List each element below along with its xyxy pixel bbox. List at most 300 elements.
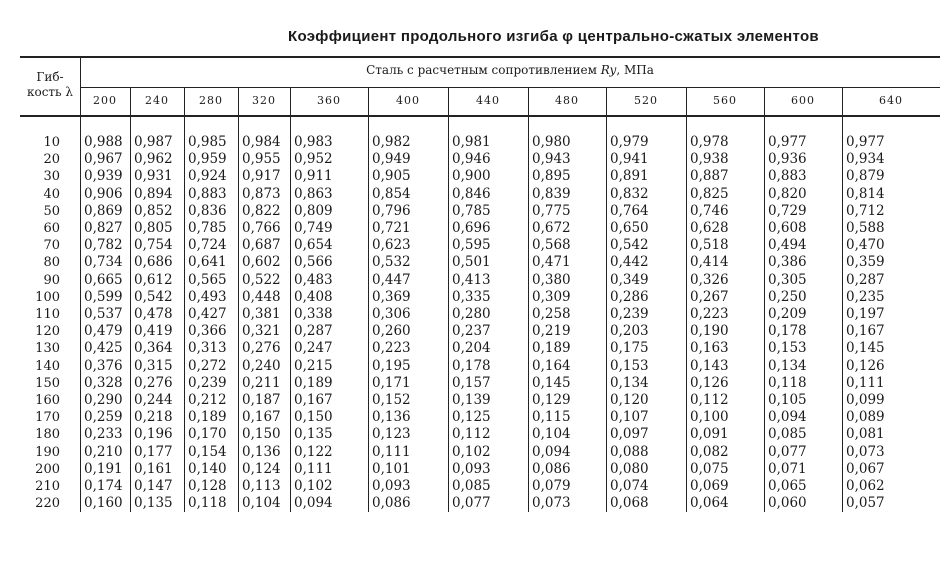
table-cell: 0,612	[134, 271, 173, 288]
table-cell: 0,493	[188, 288, 227, 305]
table-cell: 0,366	[188, 323, 227, 340]
lambda-value: 70	[43, 238, 60, 254]
lambda-value: 150	[35, 375, 60, 391]
table-cell: 0,852	[134, 202, 173, 219]
table-cell: 0,712	[846, 202, 885, 219]
steel-header-prefix: Сталь с расчетным сопротивлением	[366, 63, 601, 77]
table-cell: 0,955	[242, 151, 281, 168]
table-cell: 0,250	[768, 288, 807, 305]
table-cell: 0,448	[242, 288, 281, 305]
table-cell: 0,483	[294, 271, 333, 288]
rule-column	[184, 87, 185, 512]
table-cell: 0,123	[372, 426, 411, 443]
table-cell: 0,150	[294, 409, 333, 426]
table-cell: 0,980	[532, 134, 571, 150]
table-cell: 0,905	[372, 168, 411, 185]
table-cell: 0,967	[84, 151, 123, 168]
table-cell: 0,328	[84, 374, 123, 391]
table-cell: 0,854	[372, 185, 411, 202]
table-cell: 0,686	[134, 254, 173, 271]
table-cell: 0,187	[242, 392, 281, 408]
table-cell: 0,153	[610, 357, 649, 374]
table-cell: 0,782	[84, 237, 123, 254]
table-cell: 0,163	[690, 340, 729, 357]
table-cell: 0,413	[452, 271, 491, 288]
table-cell: 0,326	[690, 271, 729, 288]
table-cell: 0,099	[846, 392, 885, 408]
table-cell: 0,145	[846, 340, 885, 357]
table-cell: 0,785	[188, 220, 227, 236]
rule-column	[686, 87, 687, 512]
column-header-320: 320	[252, 94, 276, 107]
table-cell: 0,093	[452, 460, 491, 477]
table-cell: 0,065	[768, 478, 807, 494]
lambda-value: 140	[35, 358, 60, 374]
table-cell: 0,209	[768, 306, 807, 322]
table-cell: 0,161	[134, 460, 173, 477]
table-cell: 0,542	[610, 237, 649, 254]
table-cell: 0,074	[610, 478, 649, 494]
table-cell: 0,102	[294, 478, 333, 494]
table-cell: 0,943	[532, 151, 571, 168]
table-cell: 0,068	[610, 495, 649, 512]
lambda-value: 100	[35, 289, 60, 305]
table-cell: 0,832	[610, 185, 649, 202]
table-cell: 0,785	[452, 202, 491, 219]
table-cell: 0,167	[294, 392, 333, 408]
rule-column	[290, 87, 291, 512]
table-cell: 0,599	[84, 288, 123, 305]
table-cell: 0,191	[84, 460, 123, 477]
table-cell: 0,869	[84, 202, 123, 219]
table-cell: 0,210	[84, 443, 123, 460]
table-cell: 0,157	[452, 374, 491, 391]
table-cell: 0,414	[690, 254, 729, 271]
lambda-value: 160	[35, 393, 60, 408]
table-cell: 0,147	[134, 478, 173, 494]
table-cell: 0,628	[690, 220, 729, 236]
table-cell: 0,136	[372, 409, 411, 426]
table-cell: 0,984	[242, 134, 281, 150]
table-cell: 0,305	[768, 271, 807, 288]
table-cell: 0,267	[690, 288, 729, 305]
table-cell: 0,532	[372, 254, 411, 271]
table-cell: 0,442	[610, 254, 649, 271]
table-cell: 0,887	[690, 168, 729, 185]
table-cell: 0,093	[372, 478, 411, 494]
column-header-600: 600	[791, 94, 815, 107]
table-cell: 0,906	[84, 185, 123, 202]
table-cell: 0,746	[690, 202, 729, 219]
table-cell: 0,891	[610, 168, 649, 185]
table-cell: 0,260	[372, 323, 411, 340]
table-cell: 0,359	[846, 254, 885, 271]
table-cell: 0,126	[846, 357, 885, 374]
rule-column	[448, 87, 449, 512]
rule-lambda-column	[80, 56, 81, 512]
table-cell: 0,672	[532, 220, 571, 236]
table-cell: 0,153	[768, 340, 807, 357]
table-cell: 0,112	[690, 392, 729, 408]
table-cell: 0,189	[188, 409, 227, 426]
table-cell: 0,079	[532, 478, 571, 494]
table-cell: 0,111	[294, 460, 333, 477]
table-cell: 0,077	[768, 443, 807, 460]
table-cell: 0,349	[610, 271, 649, 288]
lambda-value: 10	[43, 135, 60, 150]
column-header-520: 520	[634, 94, 658, 107]
lambda-value: 190	[35, 444, 60, 460]
table-cell: 0,977	[846, 134, 885, 150]
table-cell: 0,911	[294, 168, 333, 185]
table-cell: 0,062	[846, 478, 885, 494]
table-cell: 0,987	[134, 134, 173, 150]
table-cell: 0,164	[532, 357, 571, 374]
table-cell: 0,223	[372, 340, 411, 357]
lambda-value: 90	[43, 272, 60, 288]
table-cell: 0,152	[372, 392, 411, 408]
table-cell: 0,827	[84, 220, 123, 236]
table-cell: 0,139	[452, 392, 491, 408]
table-cell: 0,568	[532, 237, 571, 254]
table-cell: 0,809	[294, 202, 333, 219]
lambda-value: 50	[43, 203, 60, 219]
table-cell: 0,122	[294, 443, 333, 460]
table-cell: 0,729	[768, 202, 807, 219]
table-cell: 0,105	[768, 392, 807, 408]
table-cell: 0,522	[242, 271, 281, 288]
table-cell: 0,195	[372, 357, 411, 374]
lambda-value: 30	[43, 169, 60, 185]
table-cell: 0,952	[294, 151, 333, 168]
table-cell: 0,734	[84, 254, 123, 271]
table-cell: 0,081	[846, 426, 885, 443]
table-cell: 0,962	[134, 151, 173, 168]
table-cell: 0,566	[294, 254, 333, 271]
table-cell: 0,775	[532, 202, 571, 219]
table-cell: 0,115	[532, 409, 571, 426]
table-cell: 0,665	[84, 271, 123, 288]
table-cell: 0,985	[188, 134, 227, 150]
table-cell: 0,276	[242, 340, 281, 357]
table-cell: 0,839	[532, 185, 571, 202]
table-cell: 0,822	[242, 202, 281, 219]
table-cell: 0,447	[372, 271, 411, 288]
table-cell: 0,125	[452, 409, 491, 426]
table-cell: 0,107	[610, 409, 649, 426]
rule-header-bottom	[20, 115, 940, 117]
table-cell: 0,290	[84, 392, 123, 408]
table-cell: 0,287	[846, 271, 885, 288]
table-cell: 0,237	[452, 323, 491, 340]
table-cell: 0,895	[532, 168, 571, 185]
table-cell: 0,364	[134, 340, 173, 357]
table-cell: 0,177	[134, 443, 173, 460]
column-header-200: 200	[93, 94, 117, 107]
table-cell: 0,175	[610, 340, 649, 357]
lambda-value: 60	[43, 221, 60, 236]
table-cell: 0,129	[532, 392, 571, 408]
column-header-280: 280	[199, 94, 223, 107]
table-cell: 0,112	[452, 426, 491, 443]
table-cell: 0,321	[242, 323, 281, 340]
table-cell: 0,178	[452, 357, 491, 374]
table-cell: 0,211	[242, 374, 281, 391]
table-cell: 0,085	[768, 426, 807, 443]
table-cell: 0,724	[188, 237, 227, 254]
table-cell: 0,145	[532, 374, 571, 391]
table-cell: 0,386	[768, 254, 807, 271]
table-cell: 0,086	[372, 495, 411, 512]
table-cell: 0,977	[768, 134, 807, 150]
table-cell: 0,094	[294, 495, 333, 512]
rule-column	[238, 87, 239, 512]
table-cell: 0,086	[532, 460, 571, 477]
table-cell: 0,825	[690, 185, 729, 202]
lambda-value: 170	[35, 410, 60, 426]
table-cell: 0,204	[452, 340, 491, 357]
table-cell: 0,235	[846, 288, 885, 305]
table-cell: 0,286	[610, 288, 649, 305]
table-cell: 0,160	[84, 495, 123, 512]
lambda-value: 180	[35, 427, 60, 443]
table-cell: 0,939	[84, 168, 123, 185]
table-cell: 0,494	[768, 237, 807, 254]
rule-column	[528, 87, 529, 512]
table-cell: 0,988	[84, 134, 123, 150]
table-cell: 0,408	[294, 288, 333, 305]
table-cell: 0,113	[242, 478, 281, 494]
table-cell: 0,073	[532, 495, 571, 512]
table-cell: 0,128	[188, 478, 227, 494]
table-cell: 0,178	[768, 323, 807, 340]
lambda-value: 40	[43, 186, 60, 202]
table-cell: 0,239	[188, 374, 227, 391]
table-cell: 0,126	[690, 374, 729, 391]
table-cell: 0,946	[452, 151, 491, 168]
table-cell: 0,814	[846, 185, 885, 202]
table-cell: 0,309	[532, 288, 571, 305]
table-cell: 0,197	[846, 306, 885, 322]
table-cell: 0,111	[372, 443, 411, 460]
lambda-value: 220	[35, 496, 60, 512]
table-cell: 0,104	[532, 426, 571, 443]
table-cell: 0,154	[188, 443, 227, 460]
table-cell: 0,924	[188, 168, 227, 185]
lambda-value: 200	[35, 461, 60, 477]
steel-header	[80, 63, 940, 77]
table-cell: 0,979	[610, 134, 649, 150]
table-cell: 0,879	[846, 168, 885, 185]
table-cell: 0,088	[610, 443, 649, 460]
table-cell: 0,650	[610, 220, 649, 236]
table-cell: 0,100	[690, 409, 729, 426]
table-cell: 0,167	[242, 409, 281, 426]
table-cell: 0,315	[134, 357, 173, 374]
lambda-header-line2: кость λ	[26, 85, 74, 99]
table-cell: 0,272	[188, 357, 227, 374]
table-cell: 0,223	[690, 306, 729, 322]
rule-column	[368, 87, 369, 512]
table-cell: 0,696	[452, 220, 491, 236]
column-header-560: 560	[713, 94, 737, 107]
table-cell: 0,501	[452, 254, 491, 271]
rule-top	[20, 56, 940, 58]
table-cell: 0,764	[610, 202, 649, 219]
table-cell: 0,805	[134, 220, 173, 236]
table-cell: 0,766	[242, 220, 281, 236]
table-cell: 0,080	[610, 460, 649, 477]
table-cell: 0,174	[84, 478, 123, 494]
table-cell: 0,111	[846, 374, 885, 391]
table-cell: 0,136	[242, 443, 281, 460]
table-cell: 0,064	[690, 495, 729, 512]
table-cell: 0,978	[690, 134, 729, 150]
table-cell: 0,470	[846, 237, 885, 254]
table-cell: 0,380	[532, 271, 571, 288]
table-cell: 0,120	[610, 392, 649, 408]
table-cell: 0,931	[134, 168, 173, 185]
column-header-640: 640	[879, 94, 903, 107]
table-cell: 0,381	[242, 306, 281, 322]
table-cell: 0,124	[242, 460, 281, 477]
table-cell: 0,170	[188, 426, 227, 443]
table-cell: 0,376	[84, 357, 123, 374]
table-cell: 0,608	[768, 220, 807, 236]
table-cell: 0,101	[372, 460, 411, 477]
column-header-360: 360	[317, 94, 341, 107]
table-cell: 0,239	[610, 306, 649, 322]
table-cell: 0,171	[372, 374, 411, 391]
lambda-value: 210	[35, 479, 60, 494]
table-cell: 0,135	[134, 495, 173, 512]
table-cell: 0,983	[294, 134, 333, 150]
table-cell: 0,091	[690, 426, 729, 443]
table-cell: 0,873	[242, 185, 281, 202]
table-cell: 0,094	[768, 409, 807, 426]
lambda-value: 130	[35, 341, 60, 357]
table-cell: 0,959	[188, 151, 227, 168]
table-cell: 0,135	[294, 426, 333, 443]
table-cell: 0,749	[294, 220, 333, 236]
table-cell: 0,143	[690, 357, 729, 374]
table-cell: 0,203	[610, 323, 649, 340]
table-cell: 0,687	[242, 237, 281, 254]
table-cell: 0,306	[372, 306, 411, 322]
table-cell: 0,820	[768, 185, 807, 202]
table-cell: 0,190	[690, 323, 729, 340]
table-cell: 0,071	[768, 460, 807, 477]
table-cell: 0,934	[846, 151, 885, 168]
table-cell: 0,754	[134, 237, 173, 254]
lambda-header	[20, 70, 80, 100]
table-cell: 0,259	[84, 409, 123, 426]
table-cell: 0,419	[134, 323, 173, 340]
table-cell: 0,134	[768, 357, 807, 374]
table-cell: 0,471	[532, 254, 571, 271]
lambda-header-line1: Гиб-	[36, 70, 64, 84]
table-cell: 0,941	[610, 151, 649, 168]
table-cell: 0,883	[188, 185, 227, 202]
table-cell: 0,542	[134, 288, 173, 305]
table-cell: 0,335	[452, 288, 491, 305]
table-cell: 0,118	[188, 495, 227, 512]
table-cell: 0,085	[452, 478, 491, 494]
table-cell: 0,654	[294, 237, 333, 254]
table-cell: 0,478	[134, 306, 173, 322]
table-cell: 0,215	[294, 357, 333, 374]
table-cell: 0,189	[532, 340, 571, 357]
table-cell: 0,641	[188, 254, 227, 271]
table-cell: 0,721	[372, 220, 411, 236]
column-header-240: 240	[145, 94, 169, 107]
table-cell: 0,338	[294, 306, 333, 322]
table-cell: 0,836	[188, 202, 227, 219]
table-cell: 0,917	[242, 168, 281, 185]
table-cell: 0,537	[84, 306, 123, 322]
table-cell: 0,796	[372, 202, 411, 219]
table-cell: 0,588	[846, 220, 885, 236]
table-cell: 0,240	[242, 357, 281, 374]
table-cell: 0,313	[188, 340, 227, 357]
table-cell: 0,894	[134, 185, 173, 202]
table-cell: 0,104	[242, 495, 281, 512]
rule-column	[606, 87, 607, 512]
table-cell: 0,258	[532, 306, 571, 322]
table-cell: 0,097	[610, 426, 649, 443]
table-cell: 0,623	[372, 237, 411, 254]
table-cell: 0,057	[846, 495, 885, 512]
table-cell: 0,280	[452, 306, 491, 322]
table-cell: 0,244	[134, 392, 173, 408]
table-cell: 0,479	[84, 323, 123, 340]
lambda-value: 20	[43, 152, 60, 168]
table-cell: 0,196	[134, 426, 173, 443]
table-cell: 0,602	[242, 254, 281, 271]
table-cell: 0,938	[690, 151, 729, 168]
lambda-value: 80	[43, 255, 60, 271]
table-cell: 0,212	[188, 392, 227, 408]
table-cell: 0,077	[452, 495, 491, 512]
table-cell: 0,900	[452, 168, 491, 185]
table-cell: 0,883	[768, 168, 807, 185]
rule-column	[842, 87, 843, 512]
table-cell: 0,167	[846, 323, 885, 340]
table-title: Коэффициент продольного изгиба φ центрально-сжатых элементов	[288, 28, 819, 45]
table-cell: 0,140	[188, 460, 227, 477]
table-cell: 0,094	[532, 443, 571, 460]
table-cell: 0,089	[846, 409, 885, 426]
table-cell: 0,287	[294, 323, 333, 340]
column-header-480: 480	[555, 94, 579, 107]
steel-header-symbol: Ry	[600, 63, 617, 77]
table-cell: 0,425	[84, 340, 123, 357]
table-cell: 0,219	[532, 323, 571, 340]
lambda-value: 110	[35, 307, 60, 322]
table-cell: 0,060	[768, 495, 807, 512]
table-cell: 0,102	[452, 443, 491, 460]
lambda-value: 120	[35, 324, 60, 340]
table-cell: 0,518	[690, 237, 729, 254]
table-cell: 0,936	[768, 151, 807, 168]
table-cell: 0,595	[452, 237, 491, 254]
table-cell: 0,118	[768, 374, 807, 391]
steel-header-suffix: , МПа	[616, 63, 654, 77]
table-cell: 0,565	[188, 271, 227, 288]
rule-steel-header	[80, 87, 940, 88]
table-cell: 0,863	[294, 185, 333, 202]
table-cell: 0,218	[134, 409, 173, 426]
